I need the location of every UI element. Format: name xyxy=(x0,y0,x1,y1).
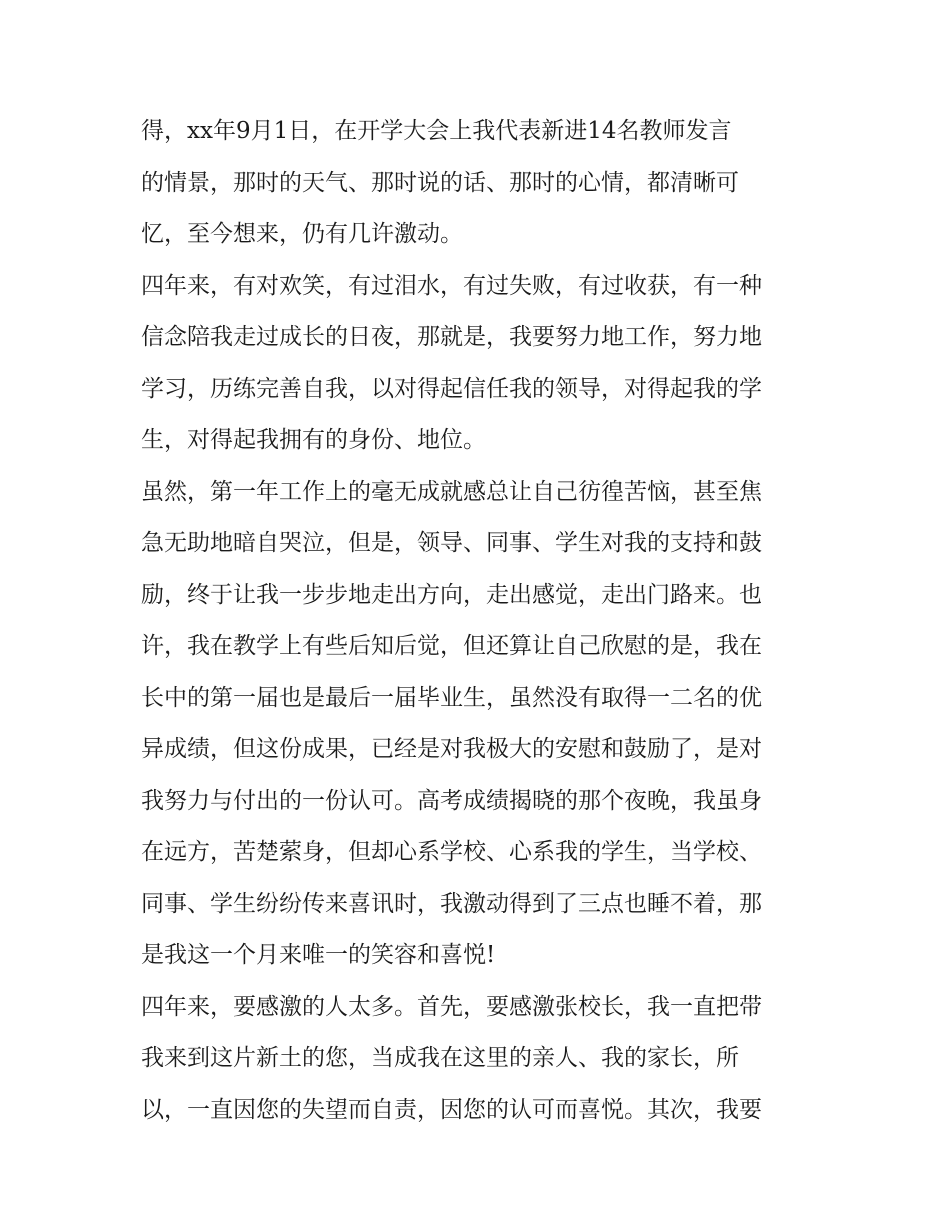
text-line: 我来到这片新土的您，当成我在这里的亲人、我的家长，所 xyxy=(141,1045,739,1071)
text-line: 我努力与付出的一份认可。高考成绩揭晓的那个夜晚，我虽身 xyxy=(141,787,762,814)
text-line: 在远方，苦楚萦身，但却心系学校、心系我的学生，当学校、 xyxy=(141,839,762,865)
text-line: 四年来，有对欢笑，有过泪水，有过失败，有过收获，有一种 xyxy=(141,272,762,299)
text-line: 励，终于让我一步步地走出方向，走出感觉，走出门路来。也 xyxy=(141,581,762,608)
text-line: 是我这一个月来唯一的笑容和喜悦! xyxy=(141,942,496,968)
text-line: 生，对得起我拥有的身份、地位。 xyxy=(141,427,486,453)
text-line: 信念陪我走过成长的日夜，那就是，我要努力地工作，努力地 xyxy=(141,324,762,350)
text-line: 四年来，要感激的人太多。首先，要感激张校长，我一直把带 xyxy=(141,993,762,1020)
text-line: 学习，历练完善自我，以对得起信任我的领导，对得起我的学 xyxy=(141,375,762,402)
text-line: 长中的第一届也是最后一届毕业生，虽然没有取得一二名的优 xyxy=(141,684,762,711)
text-line: 同事、学生纷纷传来喜讯时，我激动得到了三点也睡不着，那 xyxy=(141,890,762,917)
text-line: 得，xx年9月1日，在开学大会上我代表新进14名教师发言 xyxy=(141,118,732,144)
text-line: 急无助地暗自哭泣，但是，领导、同事、学生对我的支持和鼓 xyxy=(141,530,762,556)
text-line: 虽然，第一年工作上的毫无成就感总让自己彷徨苦恼，甚至焦 xyxy=(141,478,762,505)
text-line: 忆，至今想来，仍有几许激动。 xyxy=(141,221,463,247)
text-line: 异成绩，但这份成果，已经是对我极大的安慰和鼓励了，是对 xyxy=(141,736,762,762)
text-line: 许，我在教学上有些后知后觉，但还算让自己欣慰的是，我在 xyxy=(141,633,762,659)
text-line: 的情景，那时的天气、那时说的话、那时的心情，都清晰可 xyxy=(141,169,739,196)
text-line: 以，一直因您的失望而自责，因您的认可而喜悦。其次，我要 xyxy=(141,1096,762,1123)
document-body xyxy=(141,106,821,1136)
